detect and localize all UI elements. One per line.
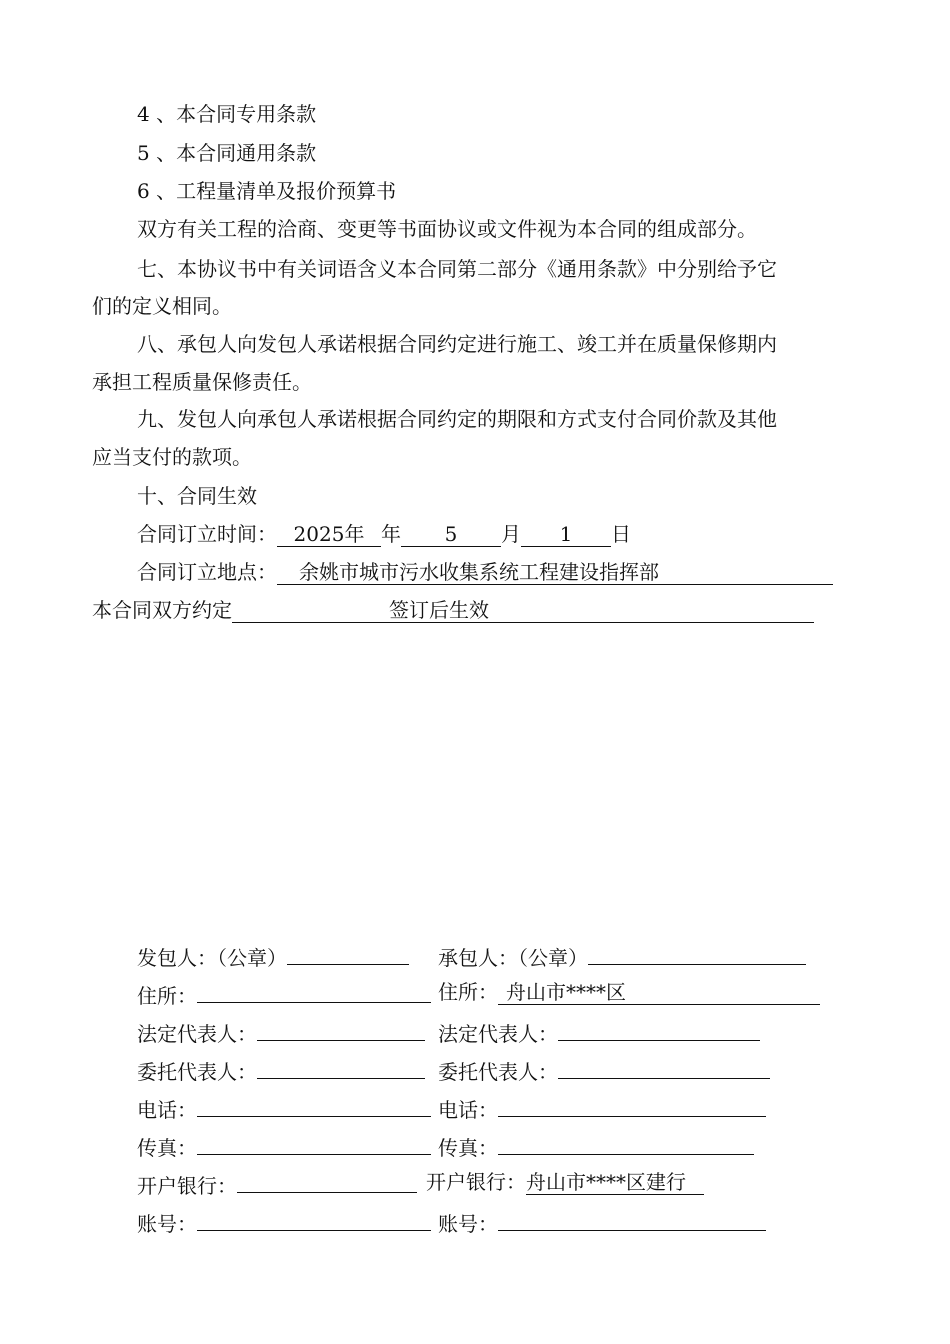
employer-legal-rep-line (257, 1016, 425, 1041)
contractor-fax-label: 传真： (438, 1136, 498, 1160)
contractor-legal-rep-label: 法定代表人： (438, 1022, 558, 1046)
effective-value: 签订后生效 (389, 598, 489, 622)
contractor-agent-line (558, 1054, 770, 1079)
contractor-fax-row (438, 1130, 754, 1162)
clause-9-line-2: 应当支付的款项。 (92, 445, 252, 469)
contractor-party-label: 承包人：（公章） (438, 946, 588, 970)
contractor-bank-row (426, 1168, 704, 1196)
paragraph-contract-parts: 双方有关工程的洽商、变更等书面协议或文件视为本合同的组成部分。 (137, 217, 757, 241)
signing-year-field: 2025年 (277, 522, 381, 547)
employer-seal-line (287, 940, 409, 965)
employer-agent-row (137, 1054, 425, 1086)
employer-account-label: 账号： (137, 1212, 197, 1236)
contractor-phone-label: 电话： (438, 1098, 498, 1122)
signing-day-field: 1 (521, 522, 611, 547)
list-item-6: 6 、工程量清单及报价预算书 (137, 179, 397, 203)
employer-address-line (197, 978, 431, 1003)
signing-month-field: 5 (401, 522, 501, 547)
contractor-account-row (438, 1206, 766, 1238)
employer-bank-row (137, 1168, 417, 1200)
clause-9-line-1: 九、发包人向承包人承诺根据合同约定的期限和方式支付合同价款及其他 (137, 407, 777, 431)
employer-phone-label: 电话： (137, 1098, 197, 1122)
employer-address-label: 住所： (137, 984, 197, 1008)
employer-phone-row (137, 1092, 431, 1124)
employer-agent-label: 委托代表人： (137, 1060, 257, 1084)
contractor-account-label: 账号： (438, 1212, 498, 1236)
signing-place-label: 合同订立地点： (137, 560, 277, 584)
contractor-bank-field (526, 1170, 704, 1195)
employer-party-row (137, 940, 409, 972)
employer-party-label: 发包人：（公章） (137, 946, 287, 970)
employer-bank-label: 开户银行： (137, 1174, 237, 1198)
list-item-4: 4 、本合同专用条款 (137, 102, 317, 126)
employer-legal-rep-label: 法定代表人： (137, 1022, 257, 1046)
effective-field (232, 598, 814, 623)
contractor-address-label: 住所： (438, 980, 498, 1004)
contractor-account-line (498, 1206, 766, 1231)
contractor-agent-label: 委托代表人： (438, 1060, 558, 1084)
contractor-address-field (498, 980, 820, 1005)
day-unit: 日 (611, 522, 631, 546)
employer-fax-line (197, 1130, 431, 1155)
employer-fax-row (137, 1130, 431, 1162)
month-unit: 月 (501, 522, 521, 546)
signing-place-value: 余姚市城市污水收集系统工程建设指挥部 (299, 560, 659, 584)
clause-10-heading: 十、合同生效 (137, 484, 257, 508)
contractor-bank-label: 开户银行： (426, 1170, 526, 1194)
signing-place-row (137, 558, 833, 586)
contractor-bank-value: 舟山市****区建行 (526, 1170, 686, 1194)
employer-fax-label: 传真： (137, 1136, 197, 1160)
contractor-address-row (438, 978, 820, 1006)
employer-agent-line (257, 1054, 425, 1079)
contractor-phone-line (498, 1092, 766, 1117)
employer-phone-line (197, 1092, 431, 1117)
clause-8-line-1: 八、承包人向发包人承诺根据合同约定进行施工、竣工并在质量保修期内 (137, 332, 777, 356)
effective-label: 本合同双方约定 (92, 598, 232, 622)
contractor-legal-rep-line (558, 1016, 760, 1041)
contractor-phone-row (438, 1092, 766, 1124)
clause-8-line-2: 承担工程质量保修责任。 (92, 370, 312, 394)
contractor-legal-rep-row (438, 1016, 760, 1048)
employer-address-row (137, 978, 431, 1010)
contractor-agent-row (438, 1054, 770, 1086)
list-item-5: 5 、本合同通用条款 (137, 141, 317, 165)
signing-place-field (277, 560, 833, 585)
signing-time-label: 合同订立时间： (137, 522, 277, 546)
contractor-seal-line (588, 940, 806, 965)
contractor-fax-line (498, 1130, 754, 1155)
signing-time-row (137, 520, 631, 548)
effective-row (92, 596, 814, 624)
clause-7-line-1: 七、本协议书中有关词语含义本合同第二部分《通用条款》中分别给予它 (137, 257, 777, 281)
year-unit: 年 (381, 522, 401, 546)
employer-account-row (137, 1206, 431, 1238)
contractor-address-value: 舟山市****区 (506, 980, 626, 1004)
employer-bank-line (237, 1168, 417, 1193)
employer-legal-rep-row (137, 1016, 425, 1048)
employer-account-line (197, 1206, 431, 1231)
clause-7-line-2: 们的定义相同。 (92, 294, 232, 318)
contractor-party-row (438, 940, 806, 972)
